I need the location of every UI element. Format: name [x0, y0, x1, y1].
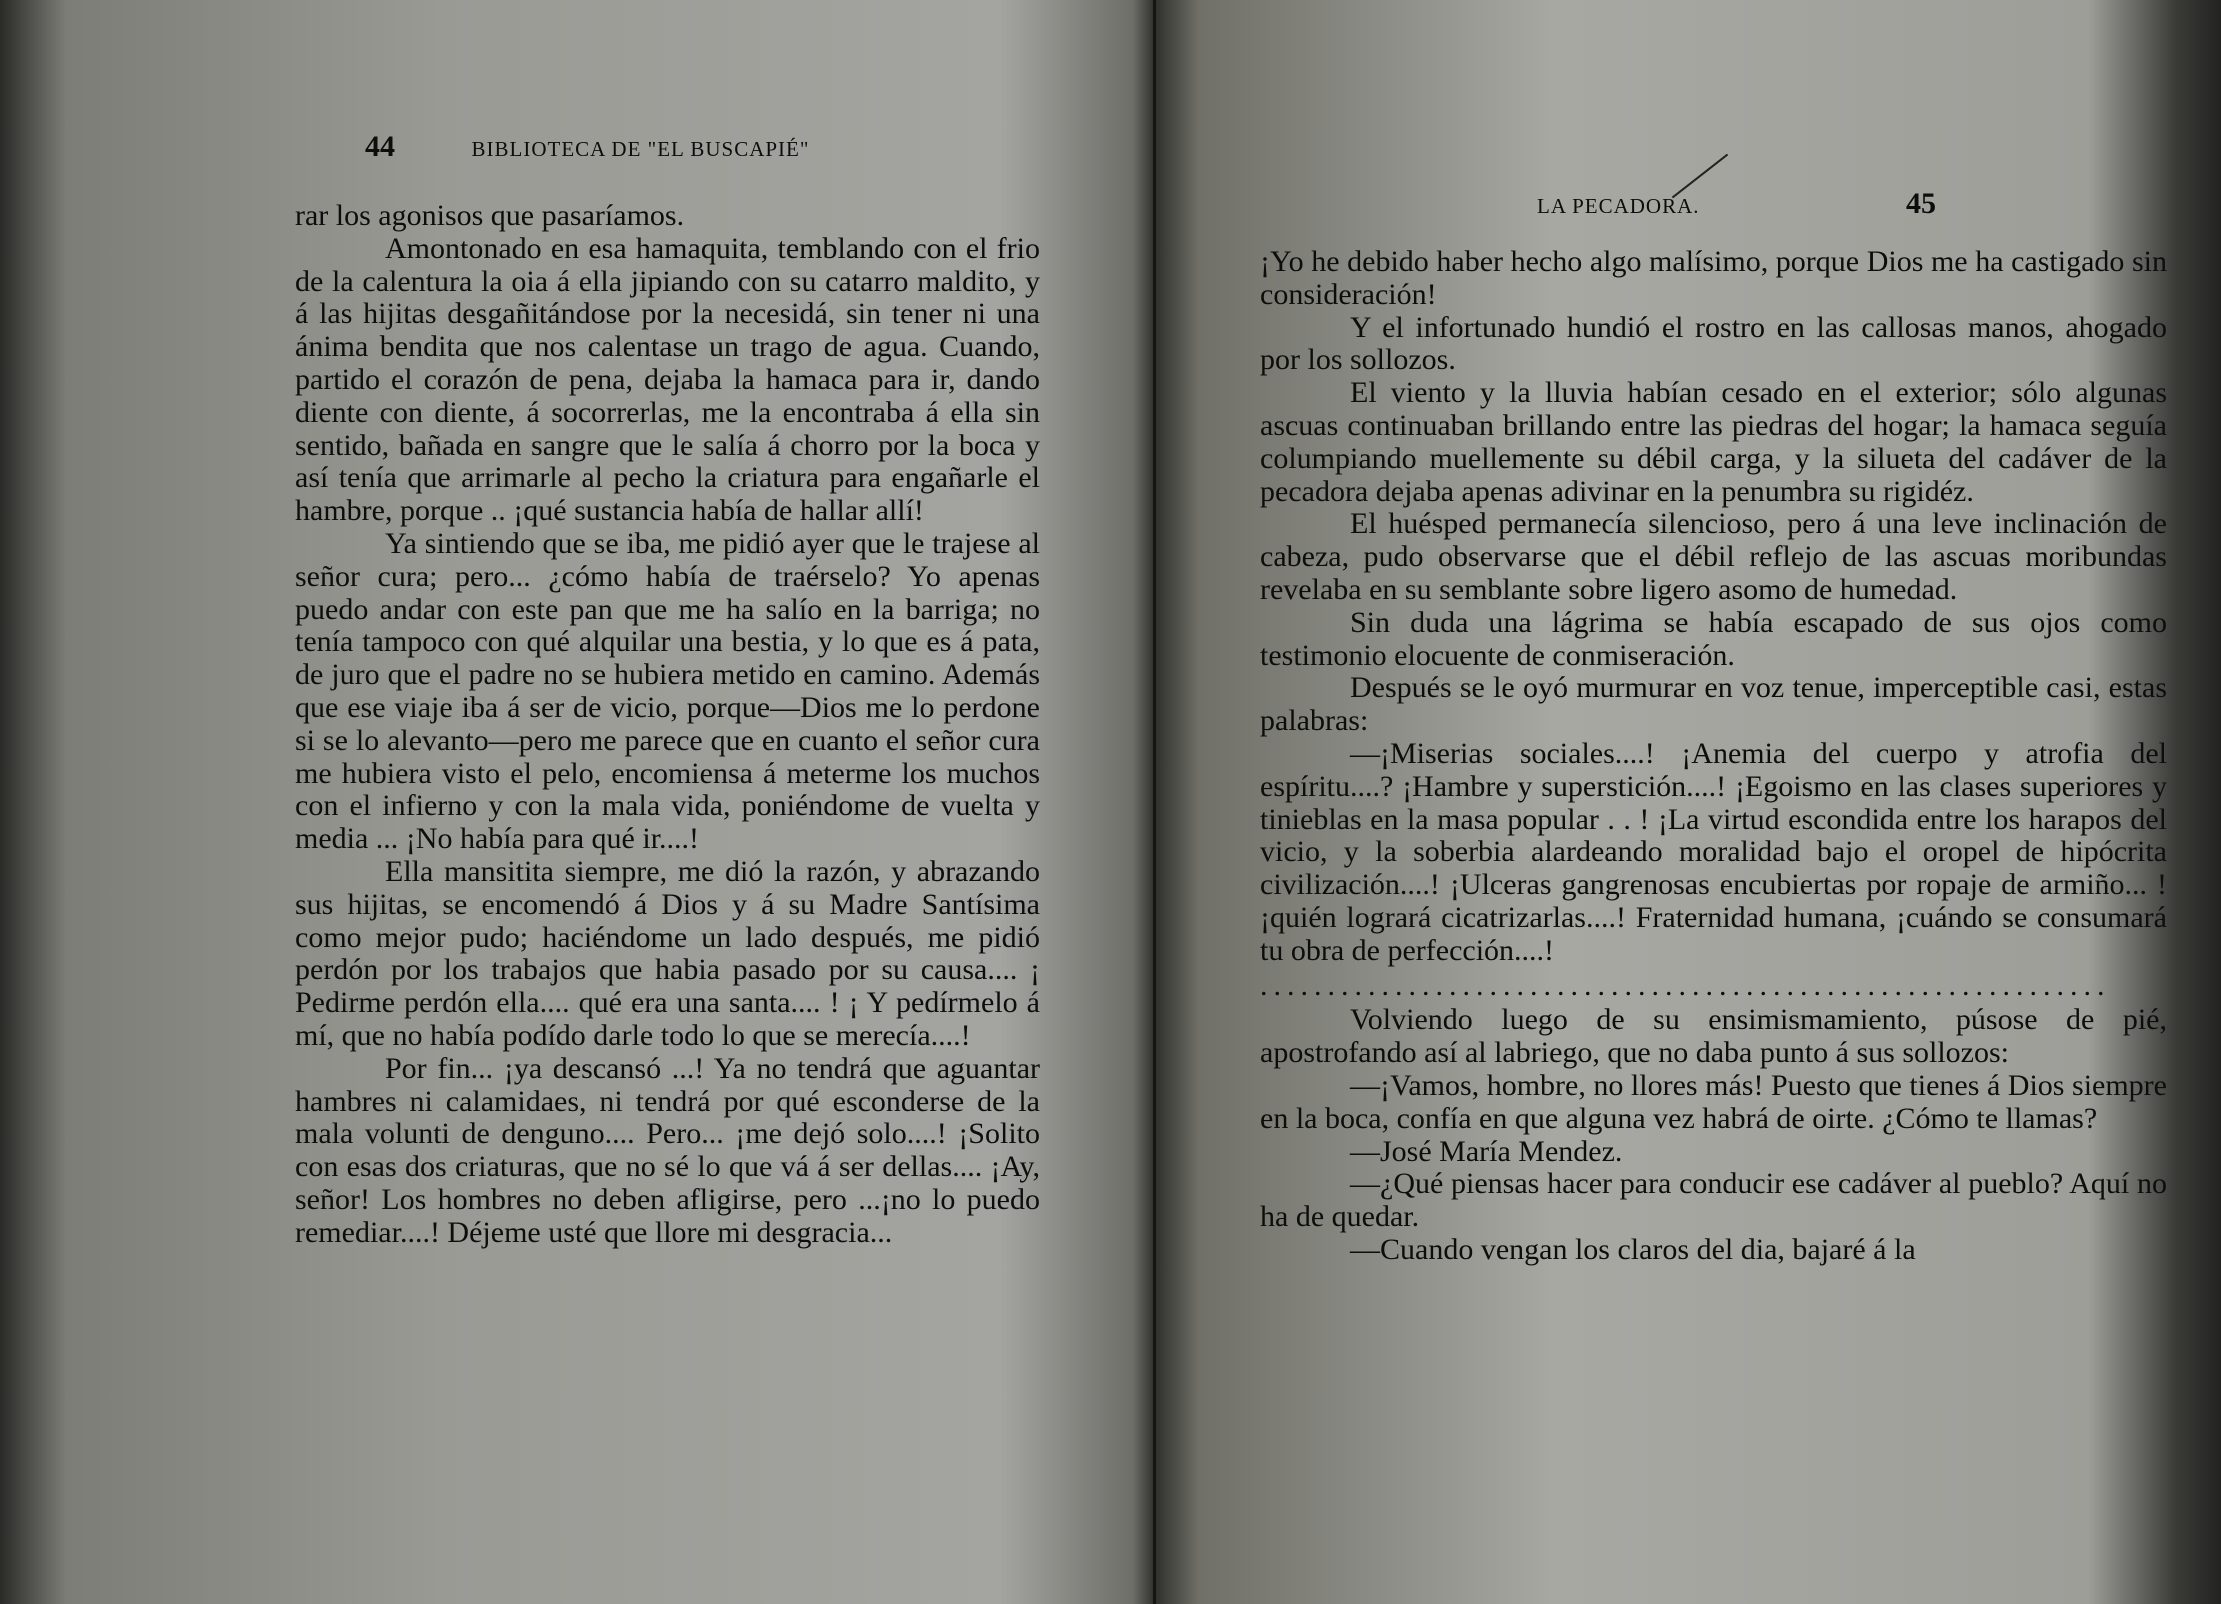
book-gutter: [1153, 0, 1156, 1604]
paragraph: rar los agonisos que pasaríamos.: [295, 199, 685, 232]
paragraph: —¡Vamos, hombre, no llores más! Puesto que tienes á Dios siempre en la boca, confía en que alguna vez habrá de oirte. ¿Cómo te llamas?: [1260, 1068, 2167, 1135]
paragraph: —¿Qué piensas hacer para conducir ese cadáver al pueblo? Aquí no ha de quedar.: [1260, 1167, 2167, 1234]
right-page: [1165, 0, 2221, 1604]
paragraph: Volviendo luego de su ensimismamiento, púsose de pié, apostrofando así al labriego, que no daba punto á sus sollozos:: [1260, 1003, 2167, 1070]
paragraph: Y el infortunado hundió el rostro en las callosas manos, ahogado por los sollozos.: [1260, 310, 2167, 377]
left-page-header: [365, 130, 809, 164]
left-page-body: [295, 200, 1040, 1250]
paragraph: El huésped permanecía silencioso, pero á una leve inclinación de cabeza, pudo observarse que el débil reflejo de las ascuas moribundas revelaba en su semblante sobre ligero asomo de humedad.: [1260, 507, 2167, 606]
paragraph: Después se le oyó murmurar en voz tenue, imperceptible casi, estas palabras:: [1260, 671, 2167, 738]
paragraph: ¡Yo he debido haber hecho algo malísimo, porque Dios me ha castigado sin consideración!: [1260, 245, 2167, 311]
paragraph: El viento y la lluvia habían cesado en el exterior; sólo algunas ascuas continuaban brillando entre las piedras del hogar; la hamaca seguía columpiando muellemente su débil carga, y la silueta del cadáver de la pecadora dejaba apenas adivinar en la penumbra su rigidéz.: [1260, 376, 2167, 508]
page-number: 44: [365, 130, 395, 163]
paragraph: Sin duda una lágrima se había escapado de sus ojos como testimonio elocuente de conmiseración.: [1260, 605, 2167, 672]
right-page-body: [1260, 246, 2167, 1267]
paragraph: Por fin... ¡ya descansó ...! Ya no tendrá que aguantar hambres ni calamidaes, ni tendrá por qué esconderse de la mala volunti de denguno.... Pero... ¡me dejó solo....! ¡Solito con esas dos criaturas, que no sé lo que vá á ser dellas.... ¡Ay, señor! Los hombres no deben afligirse, pero ...¡no lo puedo remediar....! Déjeme usté que llore mi desgracia...: [295, 1051, 1040, 1249]
page-number: 45: [1906, 187, 1937, 220]
paragraph: Ya sintiendo que se iba, me pidió ayer que le trajese al señor cura; pero... ¿cómo había de traérselo? Yo apenas puedo andar con este pan que me ha salío en la barriga; no tenía tampoco con qué alquilar una bestia, y lo que es á pata, de juro que el padre no se hubiera metido en camino. Además que ese viaje iba á ser de vicio, porque—Dios me lo perdone si se lo alevanto—pero me parece que en cuanto el señor cura me hubiera visto el pelo, encomiensa á meterme los muchos con el infierno y con la mala vida, poniéndome de vuelta y media ... ¡No había para qué ir....!: [295, 526, 1040, 856]
paragraph: Amontonado en esa hamaquita, temblando con el frio de la calentura la oia á ella jipiando con su catarro maldito, y á las hijitas desgañitándose por la necesidá, sin tener ni una ánima bendita que nos calentase un trago de agua. Cuando, partido el corazón de pena, dejaba la hamaca para ir, dando diente con diente, á socorrerlas, me la encontraba á ella sin sentido, bañada en sangre que le salía á chorro por la boca y así tenía que arrimarle al pecho la criatura para engañarle el hambre, porque .. ¡qué sustancia había de hallar allí!: [295, 231, 1040, 528]
section-break-dots: ...............................................................: [1260, 969, 2111, 1002]
paragraph: —Cuando vengan los claros del dia, bajaré á la: [1350, 1232, 1916, 1266]
running-head: LA PECADORA.: [1537, 194, 1700, 218]
running-head: BIBLIOTECA DE "EL BUSCAPIÉ": [471, 137, 810, 161]
paragraph: —¡Miserias sociales....! ¡Anemia del cuerpo y atrofia del espíritu....? ¡Hambre y superstición....! ¡Egoismo en las clases superiores y tinieblas en la masa popular . . ! ¡La virtud escondida entre los harapos del vicio, y la soberbia alardeando moralidad bajo el oropel de hipócrita civilización....! ¡Ulceras gangrenosas encubiertas por ropaje de armiño... ! ¡quién logrará cicatrizarlas....! Fraternidad humana, ¡cuándo se consumará tu obra de perfección....!: [1260, 736, 2167, 967]
right-page-header: [1537, 187, 1936, 221]
paragraph: Ella mansitita siempre, me dió la razón, y abrazando sus hijitas, se encomendó á Dios y á su Madre Santísima como mejor pudo; haciéndome un lado después, me pidió perdón por los trabajos que habia pasado por su causa.... ¡ Pedirme perdón ella.... qué era una santa.... ! ¡ Y pedírmelo á mí, que no había podído darle todo lo que se merecía....!: [295, 854, 1040, 1052]
paragraph: —José María Mendez.: [1350, 1134, 1623, 1168]
